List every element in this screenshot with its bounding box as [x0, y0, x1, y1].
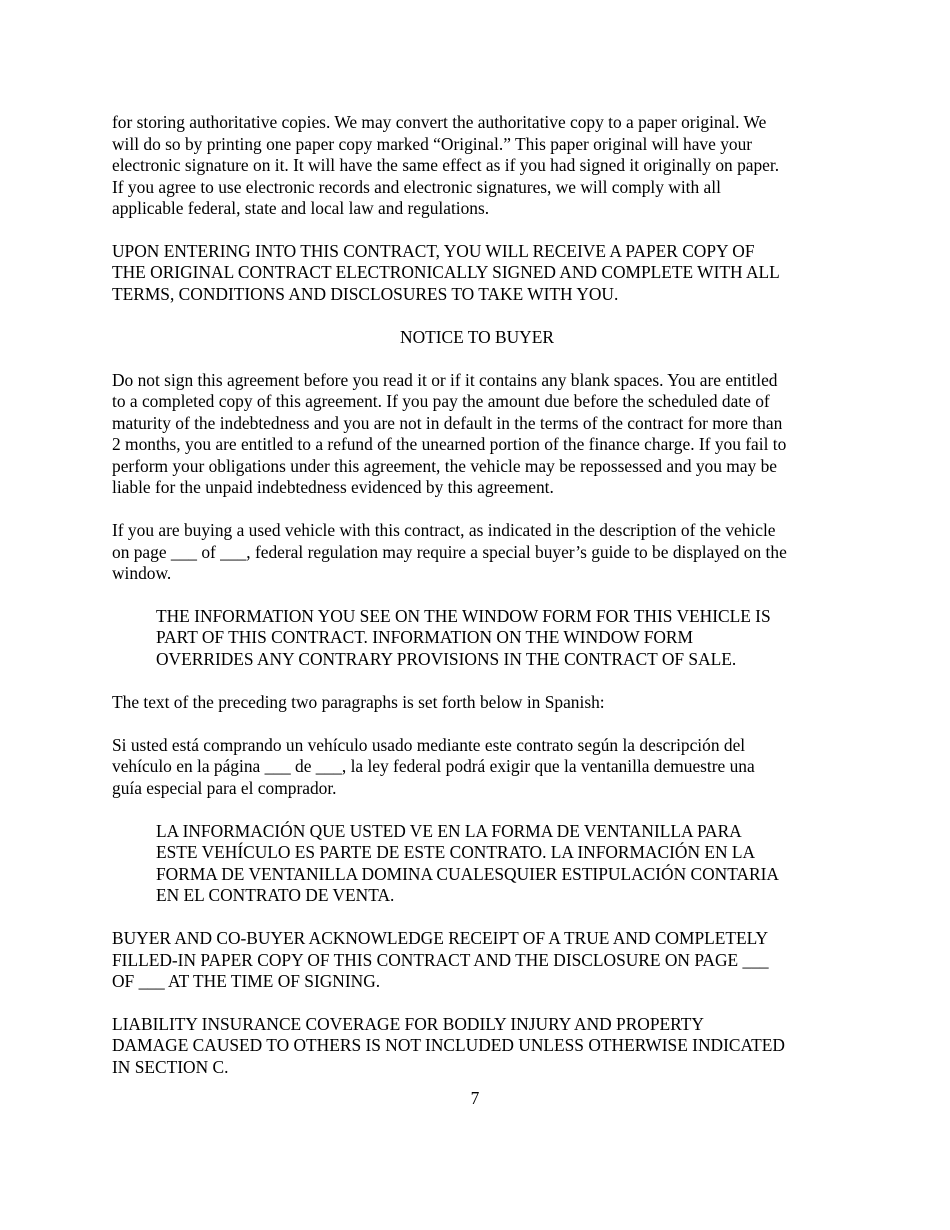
text-line: EN EL CONTRATO DE VENTA.	[156, 885, 395, 906]
text-line: Si usted está comprando un vehículo usado mediante este contrato según la descripción del	[112, 734, 746, 755]
text-line: PART OF THIS CONTRACT. INFORMATION ON THE WINDOW FORM	[156, 627, 693, 648]
text-line: DAMAGE CAUSED TO OTHERS IS NOT INCLUDED UNLESS OTHERWISE INDICATED	[112, 1035, 785, 1056]
spanish-intro-paragraph	[112, 692, 842, 714]
spanish-used-vehicle-paragraph	[112, 735, 842, 800]
text-line: 2 months, you are entitled to a refund of the unearned portion of the finance charge. If you fail to	[112, 434, 787, 455]
used-vehicle-paragraph	[112, 520, 842, 585]
text-line: liable for the unpaid indebtedness evidenced by this agreement.	[112, 477, 554, 498]
text-line: If you agree to use electronic records and electronic signatures, we will comply with all	[112, 176, 721, 197]
notice-heading: NOTICE TO BUYER	[400, 326, 554, 347]
text-line: maturity of the indebtedness and you are not in default in the terms of the contract for more than	[112, 412, 783, 433]
page-number: 7	[470, 1088, 480, 1108]
notice-paragraph	[112, 370, 842, 499]
text-line: OF ___ AT THE TIME OF SIGNING.	[112, 971, 381, 992]
text-line: The text of the preceding two paragraphs is set forth below in Spanish:	[112, 691, 605, 712]
text-line: will do so by printing one paper copy marked “Original.” This paper original will have your	[112, 133, 753, 154]
text-line: applicable federal, state and local law and regulations.	[112, 198, 490, 218]
text-line: guía especial para el comprador.	[112, 777, 337, 798]
text-line: FILLED-IN PAPER COPY OF THIS CONTRACT AND THE DISCLOSURE ON PAGE ___	[112, 949, 769, 970]
liability-insurance-paragraph	[112, 1014, 842, 1079]
text-line: BUYER AND CO-BUYER ACKNOWLEDGE RECEIPT OF A TRUE AND COMPLETELY	[112, 928, 769, 949]
paper-copy-paragraph	[112, 241, 842, 306]
electronic-records-paragraph	[112, 112, 842, 220]
text-line: TERMS, CONDITIONS AND DISCLOSURES TO TAKE WITH YOU.	[112, 283, 619, 304]
text-line: ESTE VEHÍCULO ES PARTE DE ESTE CONTRATO. LA INFORMACIÓN EN LA	[156, 842, 756, 863]
text-line: LA INFORMACIÓN QUE USTED VE EN LA FORMA DE VENTANILLA PARA	[156, 820, 742, 841]
document-page	[112, 112, 842, 1100]
acknowledgement-paragraph	[112, 928, 842, 993]
text-line: Do not sign this agreement before you read it or if it contains any blank spaces. You are entitled	[112, 369, 778, 390]
text-line: electronic signature on it. It will have the same effect as if you had signed it originally on paper.	[112, 155, 780, 175]
text-line: FORMA DE VENTANILLA DOMINA CUALESQUIER ESTIPULACIÓN CONTARIA	[156, 863, 779, 884]
text-line: THE INFORMATION YOU SEE ON THE WINDOW FORM FOR THIS VEHICLE IS	[156, 605, 771, 626]
text-line: IN SECTION C.	[112, 1056, 229, 1077]
text-line: THE ORIGINAL CONTRACT ELECTRONICALLY SIGNED AND COMPLETE WITH ALL	[112, 262, 780, 283]
spanish-window-form-paragraph	[112, 821, 842, 907]
text-line: to a completed copy of this agreement. If you pay the amount due before the scheduled date of	[112, 391, 770, 412]
text-line: LIABILITY INSURANCE COVERAGE FOR BODILY INJURY AND PROPERTY	[112, 1013, 704, 1034]
text-line: OVERRIDES ANY CONTRARY PROVISIONS IN THE CONTRACT OF SALE.	[156, 648, 737, 669]
text-line: on page ___ of ___, federal regulation may require a special buyer’s guide to be displayed on the	[112, 541, 787, 562]
text-line: vehículo en la página ___ de ___, la ley federal podrá exigir que la ventanilla demuestre una	[112, 756, 755, 777]
text-line: UPON ENTERING INTO THIS CONTRACT, YOU WILL RECEIVE A PAPER COPY OF	[112, 240, 755, 261]
text-line: window.	[112, 563, 172, 584]
text-line: If you are buying a used vehicle with this contract, as indicated in the description of the vehicle	[112, 520, 776, 541]
window-form-paragraph	[112, 606, 842, 671]
text-line: perform your obligations under this agreement, the vehicle may be repossessed and you may be	[112, 455, 777, 476]
text-line: for storing authoritative copies. We may convert the authoritative copy to a paper original. We	[112, 112, 767, 132]
